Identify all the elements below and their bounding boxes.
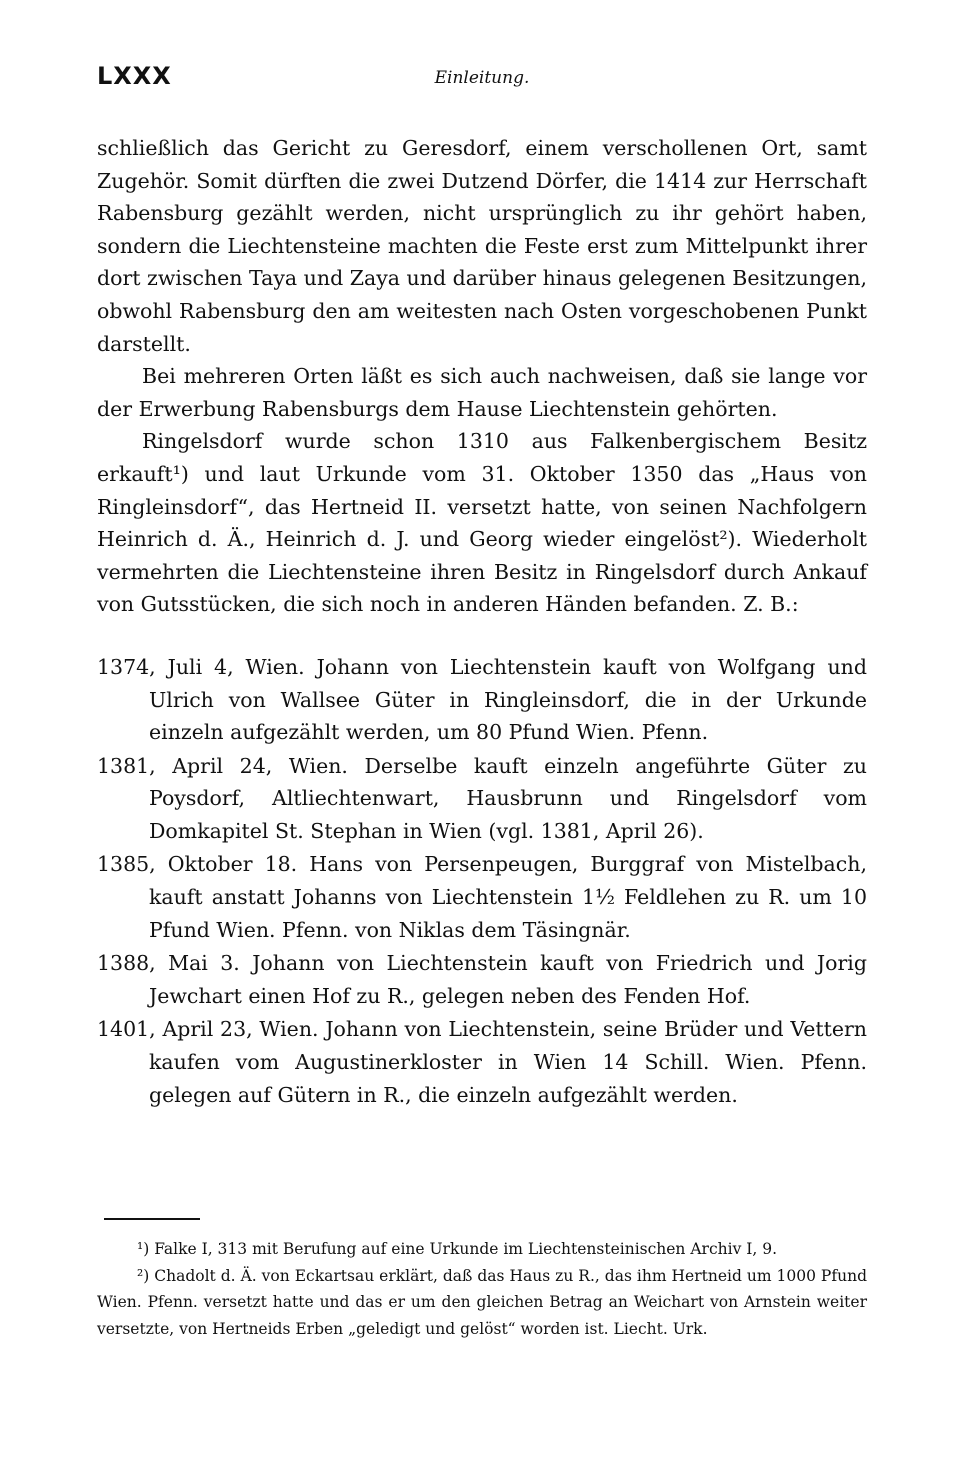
page-header [97,62,867,110]
paragraph-1: schließlich das Gericht zu Geresdorf, einem verschollenen Ort, samt Zugehör. Somit dürften die zwei Dutzend Dörfer, die 1414 zur Herrschaft Rabensburg gezählt werden, nicht ursprünglich zu ihr gehört haben, sondern die Liechtensteine machten die Feste erst zum Mittelpunkt ihrer dort zwischen Taya und Zaya und darüber hinaus gelegenen Besitzungen, obwohl Rabensburg den am weitesten nach Osten vorgeschobenen Punkt darstellt. [97,136,867,356]
regest-entry [97,848,867,946]
body-text [97,132,867,621]
footnote-2: ²) Chadolt d. Ä. von Eckartsau erklärt, daß das Haus zu R., das ihm Hertneid um 1000 Pfund Wien. Pfenn. versetzt hatte und das er um den gleichen Betrag an Weichart von Arnstein weiter versetzte, von Hertneids Erben „geledigt und gelöst“ worden ist. Liecht. Urk. [97,1266,867,1338]
regest-text: Derselbe kauft einzeln angeführte Güter zu Poysdorf, Altliechtenwart, Hausbrunn und Ringelsdorf vom Domkapitel St. Stephan in Wien (vgl. 1381, April 26). [149,753,867,843]
regest-entry [97,947,867,1012]
regest-entry [97,750,867,848]
footnotes [97,1236,867,1342]
running-head: Einleitung. [434,68,530,88]
page [97,62,867,1112]
footnote-1: ¹) Falke I, 313 mit Berufung auf eine Urkunde im Liechtensteinischen Archiv I, 9. [137,1240,778,1258]
regest-list [97,651,867,1111]
regest-date: 1401, April 23, Wien. [97,1017,319,1042]
regest-entry [97,651,867,749]
regest-date: 1374, Juli 4, Wien. [97,654,305,679]
regest-entry [97,1013,867,1111]
regest-text: Johann von Liechtenstein kauft von Friedrich und Jorig Jewchart einen Hof zu R., gelegen neben des Fenden Hof. [149,951,867,1008]
regest-date: 1385, Oktober 18. [97,852,298,877]
page-number: LXXX [97,62,172,90]
regest-text: Johann von Liechtenstein, seine Brüder und Vettern kaufen vom Augustinerkloster in Wien 14 Schill. Wien. Pfenn. gelegen auf Gütern in R., die einzeln aufgezählt werden. [149,1017,867,1107]
regest-date: 1381, April 24, Wien. [97,753,348,778]
regest-text: Hans von Persenpeugen, Burggraf von Mistelbach, kauft anstatt Johanns von Liechtenstein 1½ Feldlehen zu R. um 10 Pfund Wien. Pfenn. von Niklas dem Täsingnär. [149,852,867,942]
regest-date: 1388, Mai 3. [97,951,240,976]
regest-text: Johann von Liechtenstein kauft von Wolfgang und Ulrich von Wallsee Güter in Ringleinsdorf, die in der Urkunde einzeln aufgezählt werden, um 80 Pfund Wien. Pfenn. [149,654,867,745]
paragraph-2: Bei mehreren Orten läßt es sich auch nachweisen, daß sie lange vor der Erwerbung Rabensburgs dem Hause Liechtenstein gehörten. [97,364,867,421]
paragraph-3: Ringelsdorf wurde schon 1310 aus Falkenbergischem Besitz erkauft¹) und laut Urkunde vom 31. Oktober 1350 das „Haus von Ringleinsdorf“, das Hertneid II. versetzt hatte, von seinen Nachfolgern Heinrich d. Ä., Heinrich d. J. und Georg wieder eingelöst²). Wiederholt vermehrten die Liechtensteine ihren Besitz in Ringelsdorf durch Ankauf von Gutsstücken, die sich noch in anderen Händen befanden. Z. B.: [97,429,867,617]
footnote-rule [104,1218,200,1220]
